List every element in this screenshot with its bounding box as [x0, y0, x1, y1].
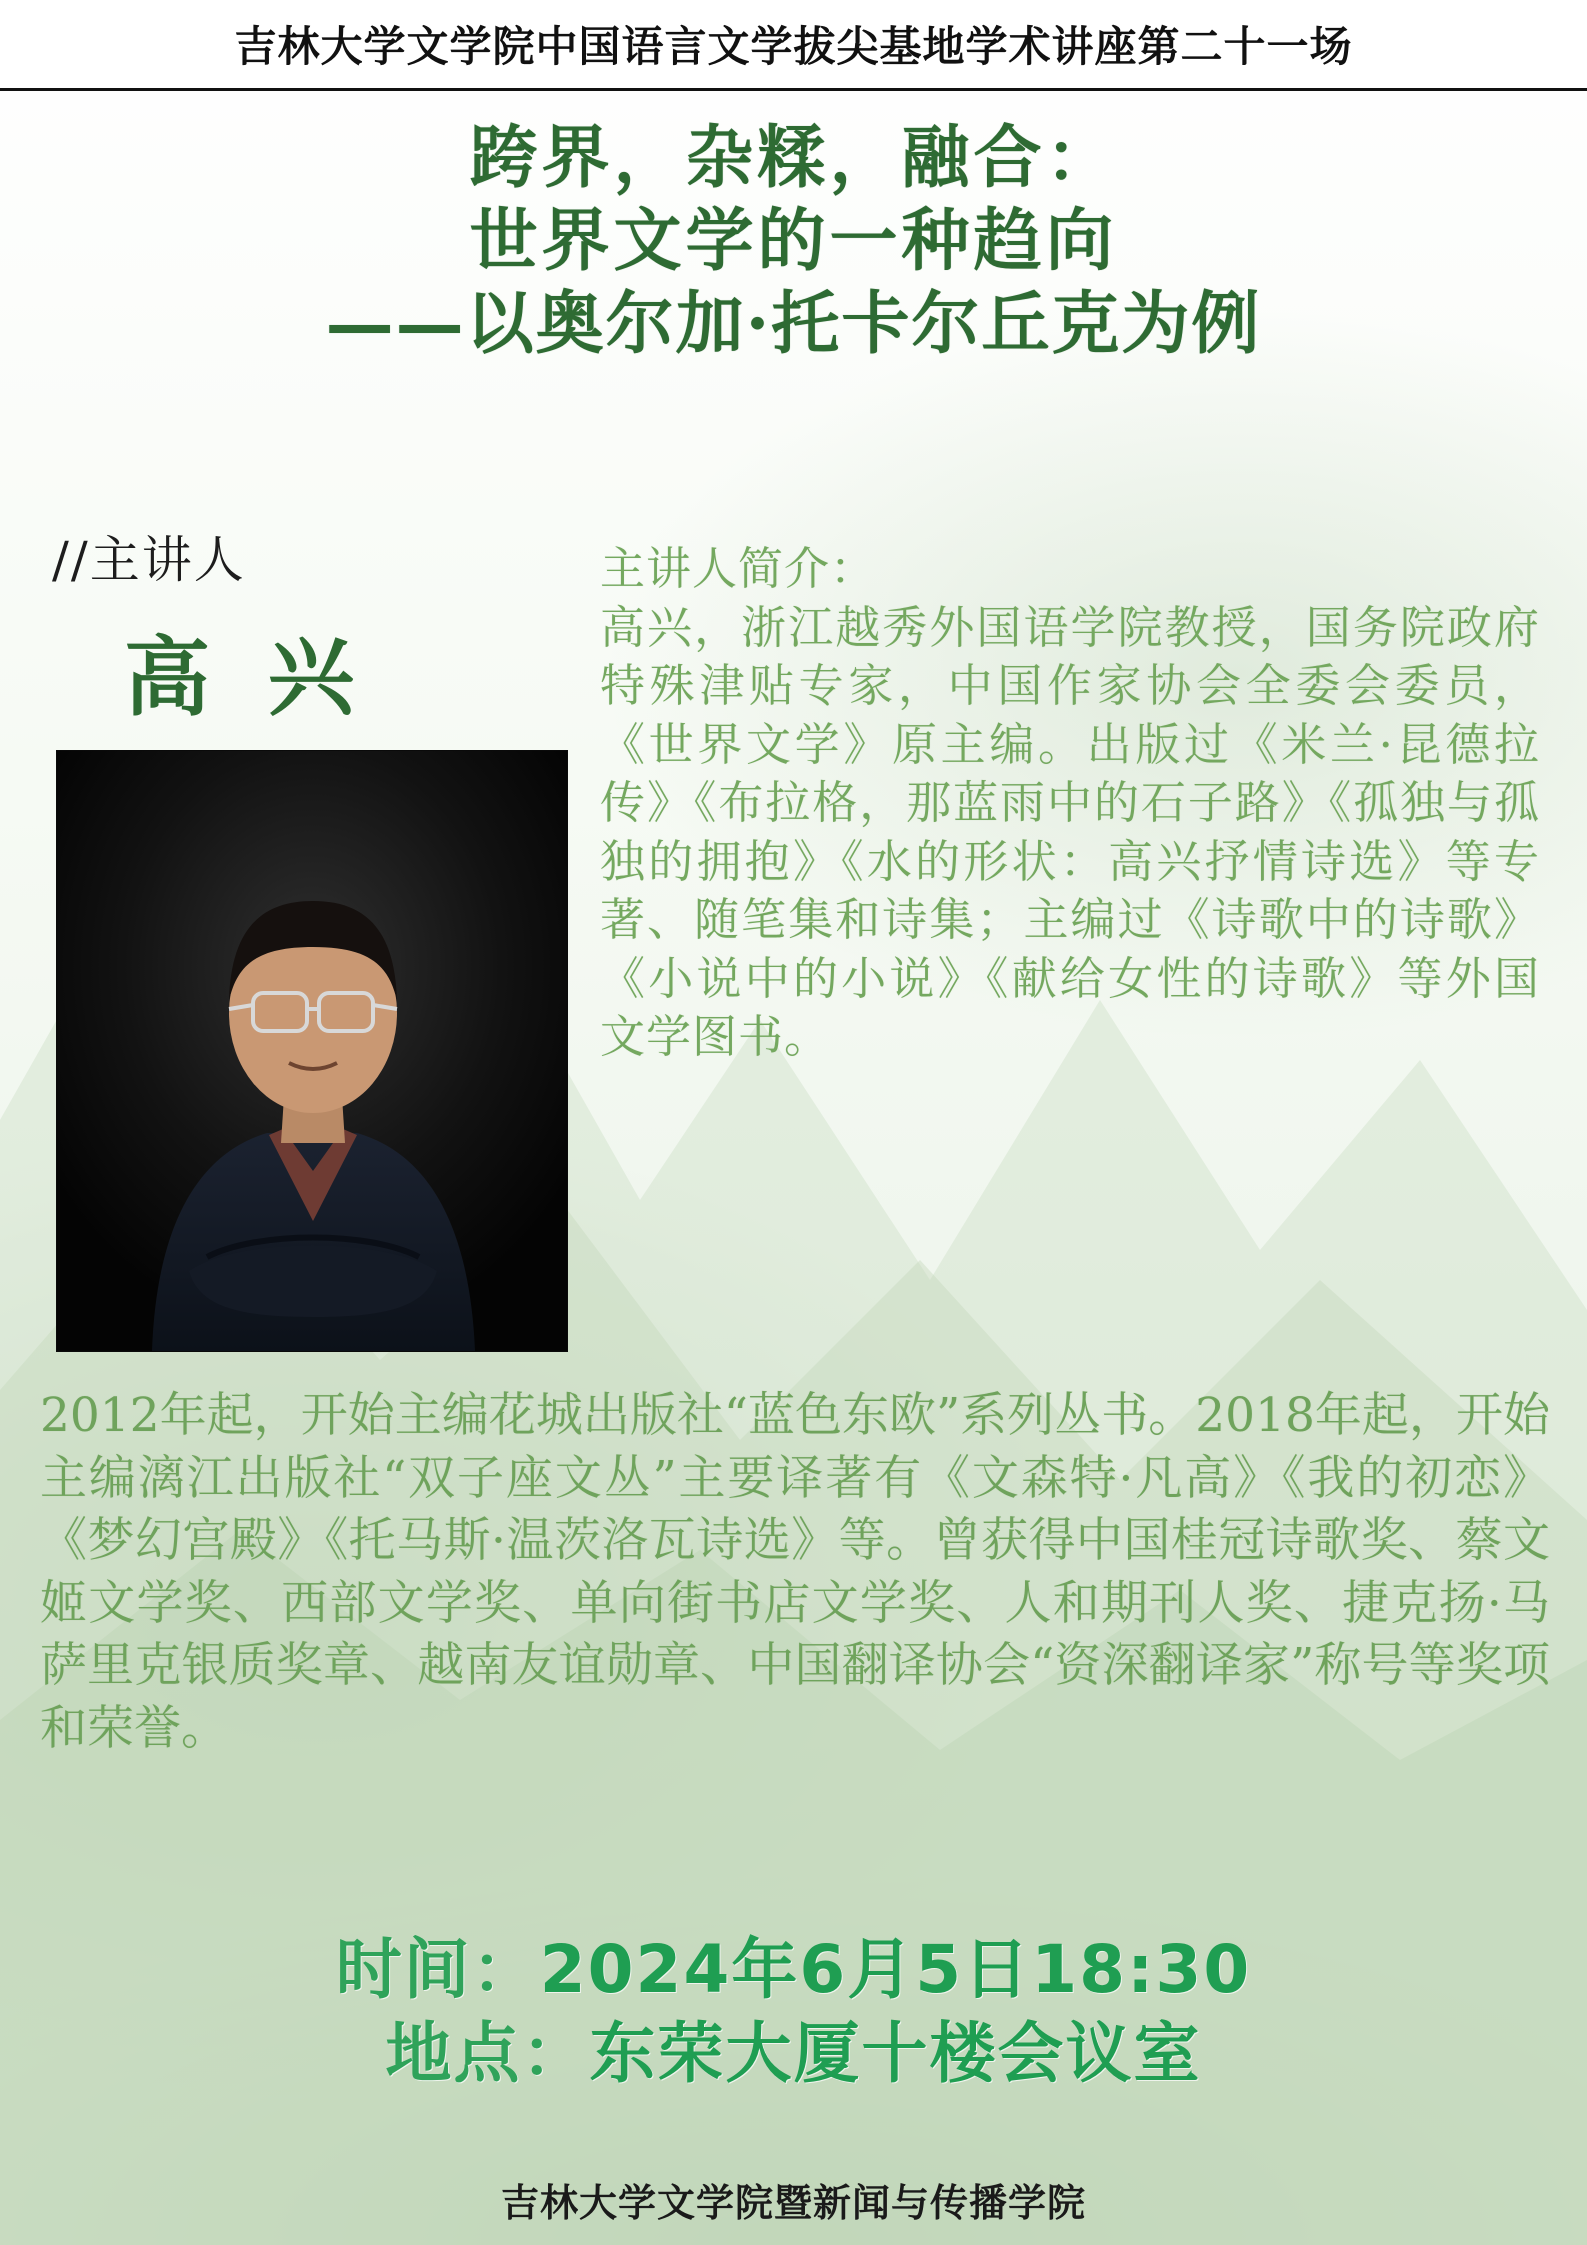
bio-continued-text: 2012年起，开始主编花城出版社“蓝色东欧”系列丛书。2018年起，开始主编漓江出版社“双子座文丛”主要译著有《文森特·凡高》《我的初恋》《梦幻宫殿》《托马斯·温茨洛瓦诗选》等。曾获得中国桂冠诗歌奖、蔡文姬文学奖、西部文学奖、单向街书店文学奖、人和期刊人奖、捷克扬·马萨里克银质奖章、越南友谊勋章、中国翻译协会“资深翻译家”称号等奖项和荣誉。 — [40, 1388, 1550, 1756]
speaker-bio — [600, 540, 1540, 1067]
speaker-name: 高 兴 — [124, 627, 368, 728]
event-place-line — [0, 2012, 1587, 2096]
speaker-section — [48, 520, 588, 1352]
lecture-title-line-1: 跨界，杂糅，融合： — [469, 118, 1118, 198]
page-title: 吉林大学文学院中国语言文学拔尖基地学术讲座第二十一场 — [234, 22, 1353, 71]
event-info — [0, 1928, 1587, 2097]
event-time-line — [0, 1928, 1587, 2012]
lecture-title — [0, 117, 1587, 366]
header-bar — [0, 0, 1587, 91]
organizer-footer: 吉林大学文学院暨新闻与传播学院 — [500, 2181, 1086, 2225]
event-place-value: 东荣大厦十楼会议室 — [589, 2015, 1202, 2093]
event-time-label: 时间： — [335, 1931, 540, 2008]
bio-text: 高兴，浙江越秀外国语学院教授，国务院政府特殊津贴专家，中国作家协会全委会委员，《世界文学》原主编。出版过《米兰·昆德拉传》《布拉格，那蓝雨中的石子路》《孤独与孤独的拥抱》《水的形状：高兴抒情诗选》等专著、随笔集和诗集；主编过《诗歌中的诗歌》《小说中的小说》《献给女性的诗歌》等外国文学图书。 — [600, 600, 1540, 1063]
event-time-value: 2024年6月5日18:30 — [539, 1931, 1252, 2008]
speaker-portrait — [56, 750, 568, 1352]
lecture-title-line-2: 世界文学的一种趋向 — [469, 200, 1118, 281]
lecture-title-line-3: ——以奥尔加·托卡尔丘克为例 — [325, 283, 1262, 364]
event-place-label: 地点： — [385, 2015, 590, 2093]
speaker-label: //主讲人 — [52, 531, 246, 589]
bio-heading: 主讲人简介： — [600, 542, 877, 595]
